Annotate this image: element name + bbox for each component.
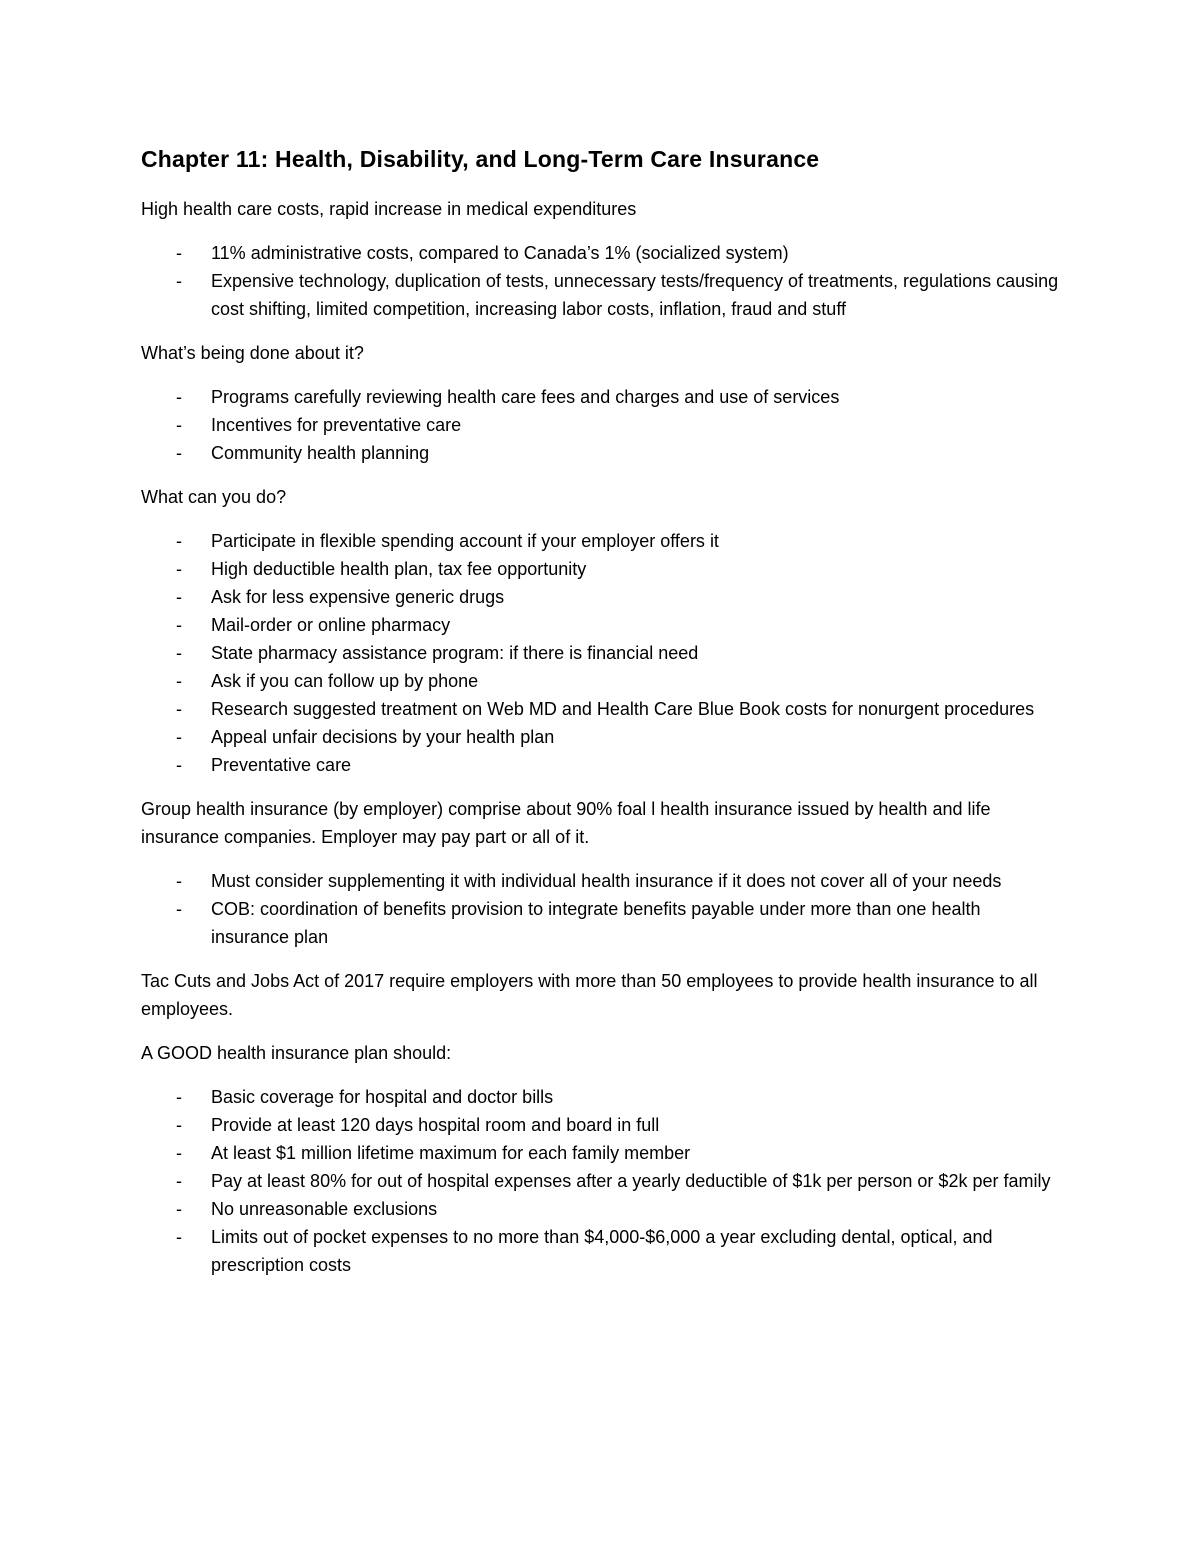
dash-bullet-icon: -: [176, 1227, 182, 1247]
section-heading: A GOOD health insurance plan should:: [141, 1043, 452, 1063]
list-item-text: At least $1 million lifetime maximum for each family member: [211, 1143, 691, 1163]
list-item-text: High deductible health plan, tax fee opportunity: [211, 559, 587, 579]
list-item: [141, 583, 1061, 611]
list-item: [141, 895, 1061, 951]
section-heading: What’s being done about it?: [141, 343, 364, 363]
list-item-text: Ask for less expensive generic drugs: [211, 587, 505, 607]
list-item: [141, 1111, 1061, 1139]
dash-bullet-icon: -: [176, 243, 182, 263]
list-item: [141, 267, 1061, 323]
section-heading: High health care costs, rapid increase in medical expenditures: [141, 199, 637, 219]
list-item-text: Basic coverage for hospital and doctor bills: [211, 1087, 554, 1107]
dash-bullet-icon: -: [176, 871, 182, 891]
list-item-text: Must consider supplementing it with individual health insurance if it does not cover all of your needs: [211, 871, 1002, 891]
list-item: [141, 1167, 1061, 1195]
document-body: [141, 195, 1061, 1279]
section-heading: Group health insurance (by employer) comprise about 90% foal l health insurance issued by health and life insurance companies. Employer may pay part or all of it.: [141, 799, 991, 847]
document-page: [141, 140, 1061, 1295]
dash-bullet-icon: -: [176, 1087, 182, 1107]
list-item-text: Ask if you can follow up by phone: [211, 671, 479, 691]
dash-bullet-icon: -: [176, 1199, 182, 1219]
dash-bullet-icon: -: [176, 559, 182, 579]
list-item: [141, 867, 1061, 895]
list-item: [141, 723, 1061, 751]
list-item-text: Programs carefully reviewing health care fees and charges and use of services: [211, 387, 840, 407]
dash-bullet-icon: -: [176, 671, 182, 691]
list-item-text: COB: coordination of benefits provision to integrate benefits payable under more than one health insurance plan: [211, 899, 981, 947]
dash-bullet-icon: -: [176, 415, 182, 435]
list-item-text: Provide at least 120 days hospital room and board in full: [211, 1115, 660, 1135]
list-item: [141, 695, 1061, 723]
list-item-text: Incentives for preventative care: [211, 415, 462, 435]
section-heading: Tac Cuts and Jobs Act of 2017 require employers with more than 50 employees to provide health insurance to all employees.: [141, 971, 1038, 1019]
bullet-list: [141, 527, 1061, 779]
bullet-list: [141, 239, 1061, 323]
list-item-text: Preventative care: [211, 755, 352, 775]
dash-bullet-icon: -: [176, 1143, 182, 1163]
list-item: [141, 439, 1061, 467]
dash-bullet-icon: -: [176, 1171, 182, 1191]
list-item: [141, 383, 1061, 411]
dash-bullet-icon: -: [176, 443, 182, 463]
list-item: [141, 1139, 1061, 1167]
list-item: [141, 527, 1061, 555]
bullet-list: [141, 1083, 1061, 1279]
dash-bullet-icon: -: [176, 643, 182, 663]
list-item: [141, 751, 1061, 779]
dash-bullet-icon: -: [176, 699, 182, 719]
list-item: [141, 1223, 1061, 1279]
list-item-text: Expensive technology, duplication of tests, unnecessary tests/frequency of treatments, regulations causing cost shifting, limited competition, increasing labor costs, inflation, fraud and stuff: [211, 271, 1059, 319]
list-item-text: Participate in flexible spending account if your employer offers it: [211, 531, 719, 551]
dash-bullet-icon: -: [176, 587, 182, 607]
list-item-text: Pay at least 80% for out of hospital expenses after a yearly deductible of $1k per person or $2k per family: [211, 1171, 1051, 1191]
dash-bullet-icon: -: [176, 271, 182, 291]
list-item: [141, 1195, 1061, 1223]
list-item: [141, 667, 1061, 695]
list-item: [141, 611, 1061, 639]
list-item: [141, 555, 1061, 583]
dash-bullet-icon: -: [176, 727, 182, 747]
dash-bullet-icon: -: [176, 615, 182, 635]
list-item-text: Limits out of pocket expenses to no more than $4,000-$6,000 a year excluding dental, optical, and prescription costs: [211, 1227, 993, 1275]
dash-bullet-icon: -: [176, 755, 182, 775]
bullet-list: [141, 867, 1061, 951]
list-item: [141, 411, 1061, 439]
list-item-text: Mail-order or online pharmacy: [211, 615, 451, 635]
dash-bullet-icon: -: [176, 387, 182, 407]
list-item-text: Research suggested treatment on Web MD and Health Care Blue Book costs for nonurgent procedures: [211, 699, 1035, 719]
list-item-text: Appeal unfair decisions by your health plan: [211, 727, 555, 747]
bullet-list: [141, 383, 1061, 467]
list-item: [141, 1083, 1061, 1111]
dash-bullet-icon: -: [176, 1115, 182, 1135]
list-item: [141, 639, 1061, 667]
list-item: [141, 239, 1061, 267]
page-title: Chapter 11: Health, Disability, and Long-Term Care Insurance: [141, 146, 820, 172]
list-item-text: Community health planning: [211, 443, 430, 463]
list-item-text: 11% administrative costs, compared to Canada’s 1% (socialized system): [211, 243, 789, 263]
section-heading: What can you do?: [141, 487, 287, 507]
dash-bullet-icon: -: [176, 531, 182, 551]
list-item-text: No unreasonable exclusions: [211, 1199, 438, 1219]
dash-bullet-icon: -: [176, 899, 182, 919]
list-item-text: State pharmacy assistance program: if there is financial need: [211, 643, 699, 663]
